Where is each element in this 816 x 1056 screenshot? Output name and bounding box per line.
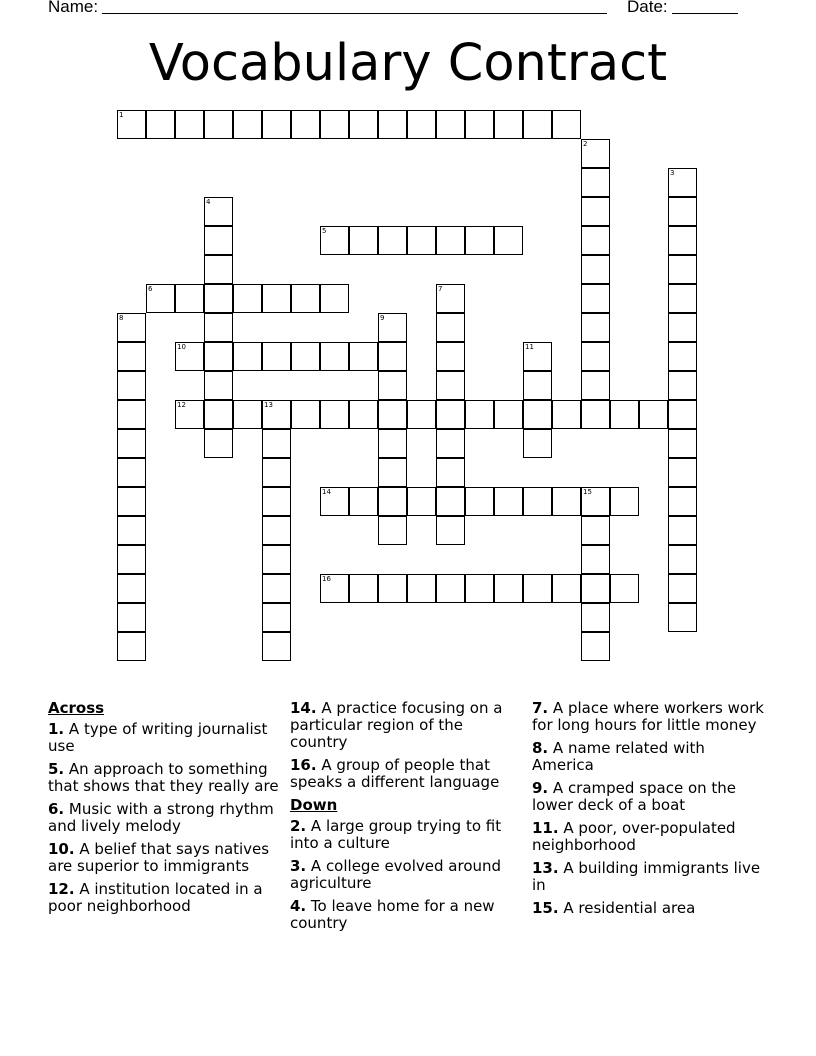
grid-cell[interactable] [436,574,465,603]
clue-item [290,818,522,852]
clue-number-label: 13. [532,859,559,877]
grid-cell[interactable] [349,487,378,516]
grid-cell[interactable] [581,487,610,516]
grid-cell[interactable] [494,574,523,603]
grid-cell[interactable] [262,516,291,545]
clue-text: To leave home for a new country [290,897,495,932]
clue-text: A practice focusing on a particular region of the country [290,699,503,751]
clue-number: 1 [119,111,124,119]
clue-number-label: 4. [290,897,307,915]
grid-cell[interactable] [436,400,465,429]
clue-number: 9 [380,314,385,322]
grid-cell[interactable] [262,545,291,574]
clue-text: A type of writing journalist use [48,720,268,755]
grid-cell[interactable] [349,342,378,371]
grid-cell[interactable] [262,487,291,516]
grid-cell[interactable] [291,400,320,429]
page-title: Vocabulary Contract [148,34,668,93]
clue-number: 2 [583,140,588,148]
grid-cell[interactable] [668,574,697,603]
grid-cell[interactable] [436,110,465,139]
grid-cell[interactable] [436,458,465,487]
grid-cell[interactable] [668,284,697,313]
grid-cell[interactable] [494,400,523,429]
clue-item [48,761,280,795]
grid-cell[interactable] [349,110,378,139]
grid-cell[interactable] [581,255,610,284]
clue-item [290,858,522,892]
grid-cell[interactable] [262,342,291,371]
grid-cell[interactable] [320,487,349,516]
clue-text: A residential area [558,899,696,917]
clue-number-label: 10. [48,840,75,858]
clue-number: 12 [177,401,186,409]
clue-column-2 [290,700,522,938]
grid-cell[interactable] [494,487,523,516]
grid-cell[interactable] [494,110,523,139]
clue-text: A institution located in a poor neighborhood [48,880,263,915]
grid-cell[interactable] [146,284,175,313]
grid-cell[interactable] [117,632,146,661]
grid-cell[interactable] [204,226,233,255]
clue-item [532,820,764,854]
grid-cell[interactable] [291,110,320,139]
grid-cell[interactable] [581,226,610,255]
grid-cell[interactable] [581,371,610,400]
grid-cell[interactable] [668,255,697,284]
clue-item [532,780,764,814]
grid-cell[interactable] [175,400,204,429]
clue-number: 7 [438,285,443,293]
grid-cell[interactable] [349,226,378,255]
clue-text: A group of people that speaks a different language [290,756,500,791]
grid-cell[interactable] [465,574,494,603]
grid-cell[interactable] [436,284,465,313]
grid-cell[interactable] [291,284,320,313]
grid-cell[interactable] [175,342,204,371]
grid-cell[interactable] [117,574,146,603]
clue-number-label: 7. [532,699,549,717]
clue-item [48,881,280,915]
grid-cell[interactable] [117,603,146,632]
clue-number-label: 12. [48,880,75,898]
grid-cell[interactable] [407,110,436,139]
grid-cell[interactable] [668,168,697,197]
grid-cell[interactable] [233,110,262,139]
name-label: Name: [48,0,99,16]
grid-cell[interactable] [523,400,552,429]
grid-cell[interactable] [378,110,407,139]
grid-cell[interactable] [320,110,349,139]
grid-cell[interactable] [378,487,407,516]
clue-number-label: 16. [290,756,317,774]
grid-cell[interactable] [262,110,291,139]
grid-cell[interactable] [668,313,697,342]
grid-cell[interactable] [146,110,175,139]
grid-cell[interactable] [204,400,233,429]
grid-cell[interactable] [204,284,233,313]
grid-cell[interactable] [523,429,552,458]
clue-number: 11 [525,343,534,351]
clue-text: Music with a strong rhythm and lively melody [48,800,274,835]
grid-cell[interactable] [378,371,407,400]
grid-cell[interactable] [581,139,610,168]
grid-cell[interactable] [262,429,291,458]
grid-cell[interactable] [581,313,610,342]
clue-number: 10 [177,343,186,351]
grid-cell[interactable] [378,429,407,458]
clue-number: 3 [670,169,675,177]
clue-number-label: 3. [290,857,307,875]
grid-cell[interactable] [581,574,610,603]
grid-cell[interactable] [523,110,552,139]
grid-cell[interactable] [233,284,262,313]
grid-cell[interactable] [407,226,436,255]
clue-number-label: 9. [532,779,549,797]
grid-cell[interactable] [610,574,639,603]
grid-cell[interactable] [581,284,610,313]
grid-cell[interactable] [117,429,146,458]
clue-text: A place where workers work for long hours for little money [532,699,764,734]
clue-item [532,740,764,774]
grid-cell[interactable] [175,284,204,313]
grid-cell[interactable] [668,545,697,574]
clue-number-label: 5. [48,760,65,778]
grid-cell[interactable] [436,371,465,400]
grid-cell[interactable] [349,400,378,429]
clue-text: An approach to something that shows that they really are [48,760,279,795]
grid-cell[interactable] [668,197,697,226]
grid-cell[interactable] [668,342,697,371]
grid-cell[interactable] [204,371,233,400]
grid-cell[interactable] [233,400,262,429]
clue-number: 15 [583,488,592,496]
grid-cell[interactable] [465,487,494,516]
grid-cell[interactable] [523,371,552,400]
grid-cell[interactable] [581,603,610,632]
grid-cell[interactable] [378,516,407,545]
across-heading: Across [48,699,105,717]
grid-cell[interactable] [552,574,581,603]
clue-item [532,860,764,894]
clue-number: 6 [148,285,153,293]
grid-cell[interactable] [436,429,465,458]
clue-number-label: 8. [532,739,549,757]
clue-text: A belief that says natives are superior to immigrants [48,840,270,875]
clue-item [290,898,522,932]
clue-number: 8 [119,314,124,322]
grid-cell[interactable] [552,400,581,429]
clue-number-label: 14. [290,699,317,717]
grid-cell[interactable] [610,400,639,429]
grid-cell[interactable] [117,313,146,342]
grid-cell[interactable] [378,458,407,487]
grid-cell[interactable] [610,487,639,516]
grid-cell[interactable] [204,197,233,226]
clue-text: A building immigrants live in [532,859,761,894]
clue-item [532,700,764,734]
clue-item [48,721,280,755]
grid-cell[interactable] [233,342,262,371]
clue-number-label: 2. [290,817,307,835]
grid-cell[interactable] [668,458,697,487]
grid-cell[interactable] [117,545,146,574]
clue-text: A name related with America [532,739,705,774]
clue-number: 13 [264,401,273,409]
grid-cell[interactable] [668,429,697,458]
grid-cell[interactable] [581,400,610,429]
grid-cell[interactable] [378,226,407,255]
grid-cell[interactable] [262,458,291,487]
grid-cell[interactable] [465,400,494,429]
grid-cell[interactable] [204,313,233,342]
grid-cell[interactable] [668,516,697,545]
grid-cell[interactable] [668,487,697,516]
grid-cell[interactable] [581,545,610,574]
grid-cell[interactable] [117,487,146,516]
grid-cell[interactable] [378,400,407,429]
grid-cell[interactable] [581,168,610,197]
grid-cell[interactable] [204,255,233,284]
grid-cell[interactable] [262,603,291,632]
grid-cell[interactable] [436,487,465,516]
grid-cell[interactable] [436,342,465,371]
grid-cell[interactable] [436,313,465,342]
grid-cell[interactable] [117,458,146,487]
clue-column-1 [48,700,280,921]
grid-cell[interactable] [349,574,378,603]
grid-cell[interactable] [117,110,146,139]
down-heading: Down [290,796,338,814]
clue-text: A cramped space on the lower deck of a boat [532,779,737,814]
grid-cell[interactable] [117,342,146,371]
grid-cell[interactable] [204,110,233,139]
grid-cell[interactable] [204,342,233,371]
grid-cell[interactable] [436,226,465,255]
grid-cell[interactable] [407,574,436,603]
grid-cell[interactable] [523,487,552,516]
clue-number: 5 [322,227,327,235]
grid-cell[interactable] [581,516,610,545]
grid-cell[interactable] [523,342,552,371]
grid-cell[interactable] [668,400,697,429]
clue-number-label: 6. [48,800,65,818]
grid-cell[interactable] [117,371,146,400]
grid-cell[interactable] [175,110,204,139]
grid-cell[interactable] [262,284,291,313]
grid-cell[interactable] [552,487,581,516]
clue-number: 14 [322,488,331,496]
grid-cell[interactable] [378,342,407,371]
grid-cell[interactable] [465,110,494,139]
clue-text: A college evolved around agriculture [290,857,502,892]
grid-cell[interactable] [320,284,349,313]
grid-cell[interactable] [407,400,436,429]
grid-cell[interactable] [320,400,349,429]
clue-item [532,900,764,917]
clue-number-label: 11. [532,819,559,837]
grid-cell[interactable] [407,487,436,516]
date-label: Date: [627,0,668,16]
grid-cell[interactable] [262,400,291,429]
grid-cell[interactable] [668,603,697,632]
clue-number: 4 [206,198,211,206]
grid-cell[interactable] [581,197,610,226]
clue-item [290,700,522,751]
clue-column-3 [532,700,764,923]
grid-cell[interactable] [378,313,407,342]
grid-cell[interactable] [320,226,349,255]
grid-cell[interactable] [494,226,523,255]
grid-cell[interactable] [581,342,610,371]
grid-cell[interactable] [581,632,610,661]
grid-cell[interactable] [465,226,494,255]
grid-cell[interactable] [668,371,697,400]
clue-text: A poor, over-populated neighborhood [532,819,736,854]
grid-cell[interactable] [117,516,146,545]
grid-cell[interactable] [320,574,349,603]
grid-cell[interactable] [262,632,291,661]
clue-number: 16 [322,575,331,583]
grid-cell[interactable] [291,342,320,371]
clue-number-label: 15. [532,899,559,917]
grid-cell[interactable] [552,110,581,139]
grid-cell[interactable] [204,429,233,458]
grid-cell[interactable] [436,516,465,545]
grid-cell[interactable] [639,400,668,429]
grid-cell[interactable] [117,400,146,429]
clue-item [48,841,280,875]
grid-cell[interactable] [668,226,697,255]
clue-number-label: 1. [48,720,65,738]
grid-cell[interactable] [378,574,407,603]
clue-text: A large group trying to fit into a culture [290,817,502,852]
grid-cell[interactable] [262,574,291,603]
grid-cell[interactable] [523,574,552,603]
clue-item [48,801,280,835]
clue-item [290,757,522,791]
grid-cell[interactable] [320,342,349,371]
